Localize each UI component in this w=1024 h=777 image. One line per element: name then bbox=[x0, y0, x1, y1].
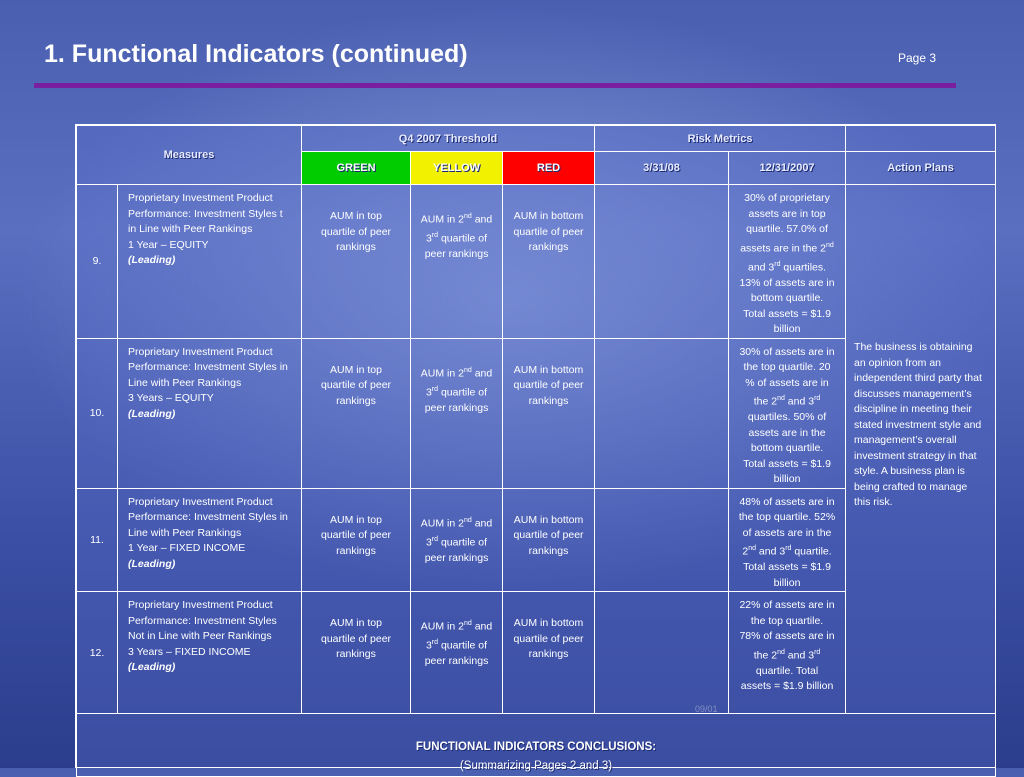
row-number: 12. bbox=[77, 592, 118, 714]
page-number: Page 3 bbox=[898, 51, 937, 65]
risk-metric-3-31-08 bbox=[595, 592, 729, 714]
yellow-threshold: AUM in 2nd and 3rd quartile of peer rankings bbox=[411, 592, 503, 714]
yellow-threshold: AUM in 2nd and 3rd quartile of peer rankings bbox=[411, 338, 503, 488]
risk-metric-3-31-08 bbox=[595, 488, 729, 592]
conclusions-title: FUNCTIONAL INDICATORS CONCLUSIONS: bbox=[415, 741, 657, 753]
header-red: RED bbox=[503, 152, 595, 185]
conclusions-row bbox=[77, 714, 996, 777]
row-number: 10. bbox=[77, 338, 118, 488]
table-row bbox=[77, 185, 996, 339]
conclusions-subtitle: (Summarizing Pages 2 and 3) bbox=[459, 760, 613, 772]
header-measures: Measures bbox=[77, 126, 302, 185]
header-threshold: Q4 2007 Threshold bbox=[302, 126, 595, 152]
risk-metric-12-31-2007: 30% of assets are in the top quartile. 20 % of assets are in the 2nd and 3rd quartiles. 50% of assets are in the bottom quartile. Total assets = $1.9 billion bbox=[729, 338, 846, 488]
risk-metric-12-31-2007: 22% of assets are in the top quartile. 78% of assets are in the 2nd and 3rd quartile. Total assets = $1.9 billion bbox=[729, 592, 846, 714]
indicators-table-container bbox=[75, 124, 996, 772]
header-green: GREEN bbox=[302, 152, 411, 185]
risk-metric-3-31-08 bbox=[595, 338, 729, 488]
green-threshold: AUM in top quartile of peer rankings bbox=[302, 185, 411, 339]
yellow-threshold: AUM in 2nd and 3rd quartile of peer rankings bbox=[411, 185, 503, 339]
red-threshold: AUM in bottom quartile of peer rankings bbox=[503, 488, 595, 592]
header-blank bbox=[846, 126, 996, 152]
green-threshold: AUM in top quartile of peer rankings bbox=[302, 592, 411, 714]
conclusions-cell bbox=[77, 714, 996, 777]
measure-cell: Proprietary Investment Product Performance: Investment Styles t in Line with Peer Rankings 1 Year – EQUITY (Leading) bbox=[118, 185, 302, 339]
header-date-2: 12/31/2007 bbox=[729, 152, 846, 185]
yellow-threshold: AUM in 2nd and 3rd quartile of peer rankings bbox=[411, 488, 503, 592]
header-date-1: 3/31/08 bbox=[595, 152, 729, 185]
header-action-plans: Action Plans bbox=[846, 152, 996, 185]
header-yellow: YELLOW bbox=[411, 152, 503, 185]
green-threshold: AUM in top quartile of peer rankings bbox=[302, 488, 411, 592]
title-divider bbox=[34, 83, 956, 88]
red-threshold: AUM in bottom quartile of peer rankings bbox=[503, 592, 595, 714]
header-risk-metrics: Risk Metrics bbox=[595, 126, 846, 152]
row-number: 11. bbox=[77, 488, 118, 592]
slide-title: 1. Functional Indicators (continued) bbox=[44, 40, 468, 68]
measure-cell: Proprietary Investment Product Performance: Investment Styles in Line with Peer Rankings 1 Year – FIXED INCOME (Leading) bbox=[118, 488, 302, 592]
measure-cell: Proprietary Investment Product Performance: Investment Styles Not in Line with Peer Rankings 3 Years – FIXED INCOME (Leading) bbox=[118, 592, 302, 714]
watermark-text: 09/01 bbox=[695, 704, 718, 714]
measure-cell: Proprietary Investment Product Performance: Investment Styles in Line with Peer Rankings 3 Years – EQUITY (Leading) bbox=[118, 338, 302, 488]
indicators-table bbox=[76, 125, 996, 777]
green-threshold: AUM in top quartile of peer rankings bbox=[302, 338, 411, 488]
red-threshold: AUM in bottom quartile of peer rankings bbox=[503, 185, 595, 339]
red-threshold: AUM in bottom quartile of peer rankings bbox=[503, 338, 595, 488]
action-plan-cell: The business is obtaining an opinion from an independent third party that discusses management’s discipline in meeting their stated investment style and management’s overall investment strategy in that style. A business plan is being crafted to manage this risk. bbox=[846, 185, 996, 714]
row-number: 9. bbox=[77, 185, 118, 339]
risk-metric-12-31-2007: 30% of proprietary assets are in top quartile. 57.0% of assets are in the 2nd and 3rd quartiles. 13% of assets are in bottom quartile. Total assets = $1.9 billion bbox=[729, 185, 846, 339]
risk-metric-12-31-2007: 48% of assets are in the top quartile. 52% of assets are in the 2nd and 3rd quartile. Total assets = $1.9 billion bbox=[729, 488, 846, 592]
risk-metric-3-31-08 bbox=[595, 185, 729, 339]
